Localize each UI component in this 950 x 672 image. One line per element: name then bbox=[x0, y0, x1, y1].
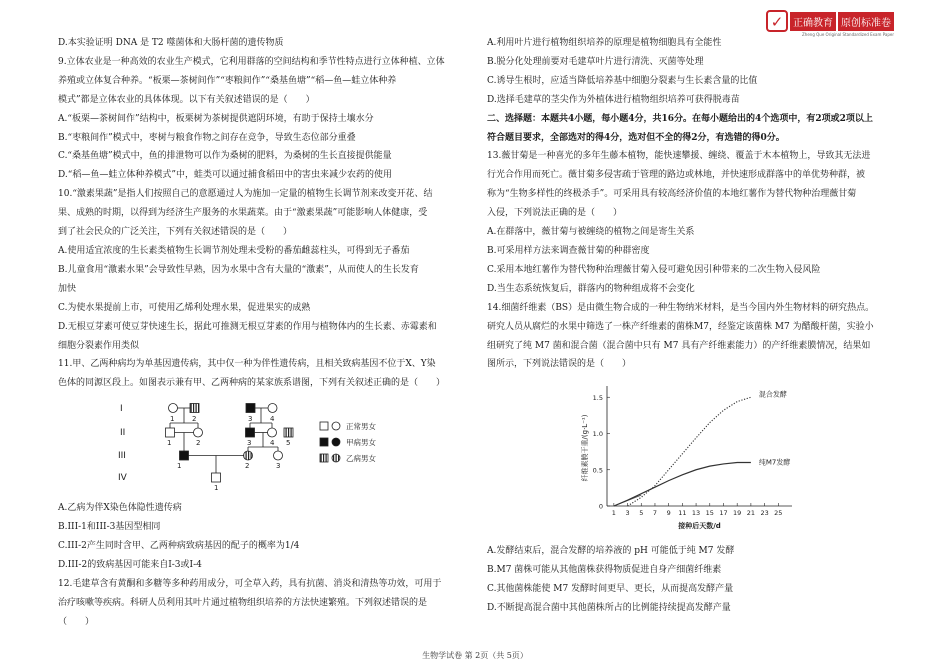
fiber-membrane-chart bbox=[487, 378, 899, 543]
q10-stem: 果、成熟的时期，以得到为经济生产服务的水果蔬菜。由于“激素果蔬”可能影响人体健康，受 bbox=[58, 208, 428, 219]
q12-option-c: C.诱导生根时，应适当降低培养基中细胞分裂素与生长素含量的比值 bbox=[487, 75, 758, 86]
gen2-male-1 bbox=[166, 428, 175, 437]
gen1-male-2 bbox=[190, 404, 199, 413]
gen-label-3: III bbox=[118, 451, 126, 461]
q13-option-d: D.当生态系统恢复后，群落内的物种组成将不会变化 bbox=[487, 283, 695, 294]
num: 2 bbox=[192, 415, 197, 423]
q14-option-b: B.M7 菌株可能从其他菌株获得物质促进自身产细菌纤维素 bbox=[487, 565, 722, 576]
gen1-female-1 bbox=[169, 404, 178, 413]
num: 1 bbox=[177, 462, 182, 470]
q10-stem: 到了社会民众的广泛关注，下列有关叙述错误的是（ ） bbox=[58, 227, 293, 238]
gen2-female-4 bbox=[268, 428, 277, 437]
num: 1 bbox=[167, 439, 172, 447]
q13-option-a: A.在群落中，薇甘菊与被缠绕的植物之间是寄生关系 bbox=[487, 227, 695, 238]
gen3-male-1 bbox=[180, 451, 189, 460]
legend-normal-male bbox=[320, 422, 328, 430]
legend-normal-label: 正常男女 bbox=[346, 422, 376, 431]
legend-b-female bbox=[332, 454, 340, 462]
gen-label-2: II bbox=[120, 428, 126, 438]
num: 3 bbox=[248, 415, 253, 423]
gen4-male-1 bbox=[212, 473, 221, 482]
num: 1 bbox=[214, 484, 219, 492]
y-tick-label: 0.5 bbox=[592, 466, 603, 475]
logo-text-a: 正确教育 bbox=[790, 12, 836, 31]
q14-stem: 图所示，下列说法错误的是（ ） bbox=[487, 359, 632, 370]
legend-a-label: 甲病男女 bbox=[346, 438, 376, 447]
x-tick-label: 17 bbox=[719, 509, 728, 517]
legend-b-male bbox=[320, 454, 328, 462]
q10-option-d: D.无根豆芽素可使豆芽快速生长，据此可推测无根豆芽素的作用与植物体内的生长素、赤霉素和 bbox=[58, 321, 437, 332]
q11-option-b: B.III-1和III-3基因型相同 bbox=[58, 522, 161, 533]
gen2-male-3 bbox=[246, 428, 255, 437]
q11-stem: 11.甲、乙两种病均为单基因遗传病，其中仅一种为伴性遗传病，且相关致病基因不位于X、Y染 bbox=[58, 359, 436, 370]
section-2-heading: 符合题目要求，全部选对的得4分，选对但不全的得2分，有选错的得0分。 bbox=[487, 132, 785, 143]
q13-option-c: C.采用本地红薯作为替代物种治理薇甘菊入侵可避免因引种带来的二次生物入侵风险 bbox=[487, 264, 821, 275]
x-tick-label: 7 bbox=[652, 509, 658, 517]
q13-stem: 行光合作用而死亡。薇甘菊多侵害疏于管理的路边或林地，并快速形成群落中的单优势种群，被 bbox=[487, 170, 866, 181]
num: 1 bbox=[170, 415, 175, 423]
q13-option-b: B.可采用样方法来调查薇甘菊的种群密度 bbox=[487, 245, 650, 256]
num: 5 bbox=[286, 439, 291, 447]
y-tick-label: 0 bbox=[598, 502, 603, 511]
q11-stem: 色体的同源区段上。如图表示兼有甲、乙两种病的某家族系谱图，下列有关叙述正确的是（ ） bbox=[58, 378, 446, 389]
q10-option-c: C.为使水果提前上市，可使用乙烯利处理水果，促进果实的成熟 bbox=[58, 302, 311, 313]
q8-option-d: D.本实验证明 DNA 是 T2 噬菌体和大肠杆菌的遗传物质 bbox=[58, 38, 284, 48]
num: 4 bbox=[270, 439, 275, 447]
q13-stem: 13.薇甘菊是一种喜光的多年生藤本植物，能快速攀援、缠绕、覆盖于木本植物上，导致其无法进 bbox=[487, 151, 871, 162]
q10-option-a: A.使用适宜浓度的生长素类植物生长调节剂处理未受粉的番茄雌蕊柱头，可得到无子番茄 bbox=[58, 245, 410, 256]
q14-option-c: C.其他菌株能使 M7 发酵时间更早、更长，从而提高发酵产量 bbox=[487, 584, 734, 595]
q9-option-b: B.“枣粮间作”模式中，枣树与粮食作物之间存在竞争，导致生态位部分重叠 bbox=[58, 132, 356, 143]
q10-option-b: 加快 bbox=[58, 283, 77, 294]
x-tick-label: 21 bbox=[746, 509, 756, 517]
x-tick-label: 19 bbox=[733, 509, 742, 517]
q13-stem: 称为“生物多样性的终极杀手”。可采用具有较高经济价值的本地红薯作为替代物种治理薇甘菊 bbox=[487, 189, 857, 200]
y-tick-label: 1.5 bbox=[592, 393, 603, 402]
legend-normal-female bbox=[332, 422, 340, 430]
q12-stem: （ ） bbox=[58, 616, 95, 627]
x-tick-label: 13 bbox=[691, 509, 701, 517]
x-tick-label: 3 bbox=[625, 509, 630, 517]
q13-stem: 入侵，下列说法正确的是（ ） bbox=[487, 208, 623, 219]
x-tick-label: 15 bbox=[705, 509, 714, 517]
x-tick-label: 23 bbox=[760, 509, 769, 517]
y-axis-label: 纤维素膜干重/(g·L⁻¹) bbox=[581, 414, 589, 482]
q10-option-b: B.儿童食用“激素水果”会导致性早熟，因为水果中含有大量的“激素”，从而使人的生长发育 bbox=[58, 264, 419, 275]
legend-b-label: 乙病男女 bbox=[346, 454, 376, 463]
q9-option-c: C.“桑基鱼塘”模式中，鱼的排泄物可以作为桑树的肥料，为桑树的生长直接提供能量 bbox=[58, 151, 392, 162]
x-tick-label: 11 bbox=[678, 509, 687, 517]
series-label-1: 混合发酵 bbox=[758, 390, 787, 399]
series-label-2: 纯M7发酵 bbox=[758, 458, 791, 467]
q14-stem: 研究人员从腐烂的水果中筛选了一株产纤维素的菌株M7，经鉴定该菌株 M7 为醋酸杆菌，实验小 bbox=[487, 321, 874, 332]
publisher-logo bbox=[766, 8, 894, 37]
q11-option-d: D.III-2的致病基因可能来自I-3或I-4 bbox=[58, 559, 202, 570]
q14-option-d: D.不断提高混合菌中其他菌株所占的比例能持续提高发酵产量 bbox=[487, 603, 731, 614]
gen3-female-2 bbox=[244, 451, 253, 460]
gen-label-4: IV bbox=[118, 473, 127, 483]
q14-stem: 14.细菌纤维素（BS）是由微生物合成的一种生物纳米材料，是当今国内外生物材料的研究热点。 bbox=[487, 302, 875, 313]
section-2-heading: 二、选择题：本题共4小题，每小题4分，共16分。在每小题给出的4个选项中，有2项或2项以上 bbox=[487, 113, 873, 124]
y-tick-label: 1.0 bbox=[592, 430, 603, 438]
gen1-female-4 bbox=[268, 404, 277, 413]
q9-stem: 9.立体农业是一种高效的农业生产模式，它利用群落的空间结构和季节性特点进行立体种植、立体 bbox=[58, 56, 445, 67]
legend-a-female bbox=[332, 438, 340, 446]
q11-option-a: A.乙病为伴X染色体隐性遗传病 bbox=[58, 503, 182, 514]
q10-option-d: 细胞分裂素作用类似 bbox=[58, 340, 140, 351]
q10-stem: 10.“激素果蔬”是指人们按照自己的意愿通过人为施加一定量的植物生长调节剂来改变开花、结 bbox=[58, 189, 433, 200]
x-tick-label: 5 bbox=[639, 509, 644, 517]
gen-label-1: I bbox=[120, 404, 123, 414]
q9-stem: 养殖或立体复合种养。“板栗—茶树间作”“枣粮间作”“桑基鱼塘”“稻—鱼—蛙立体种养 bbox=[58, 75, 397, 86]
gen3-female-3 bbox=[274, 451, 283, 460]
q14-option-a: A.发酵结束后，混合发酵的培养液的 pH 可能低于纯 M7 发酵 bbox=[487, 546, 735, 557]
x-tick-label: 25 bbox=[774, 509, 783, 517]
gen1-male-3 bbox=[246, 404, 255, 413]
q11-option-c: C.III-2产生同时含甲、乙两种病致病基因的配子的概率为1/4 bbox=[58, 541, 300, 552]
series-line-1 bbox=[628, 397, 751, 506]
x-tick-label: 1 bbox=[611, 509, 616, 517]
num: 3 bbox=[276, 462, 281, 470]
q12-option-d: D.选择毛建草的茎尖作为外植体进行植物组织培养可获得脱毒苗 bbox=[487, 94, 740, 105]
checkmark-icon: ✓ bbox=[766, 10, 788, 32]
logo-text-b: 原创标准卷 bbox=[838, 12, 894, 31]
q12-stem: 治疗咳嗽等疾病。科研人员利用其叶片通过植物组织培养的方法快速繁殖。下列叙述错误的是 bbox=[58, 597, 428, 608]
left-column bbox=[58, 34, 470, 632]
gen2-male-5 bbox=[284, 428, 293, 437]
gen2-female-2 bbox=[194, 428, 203, 437]
num: 2 bbox=[245, 462, 250, 470]
x-axis-label: 接种后天数/d bbox=[678, 522, 721, 530]
logo-subtitle: Zheng Que Original Standardized Exam Paper bbox=[802, 32, 894, 37]
legend-a-male bbox=[320, 438, 328, 446]
q9-stem: 模式”都是立体农业的具体体现。以下有关叙述错误的是（ ） bbox=[58, 94, 315, 105]
q14-stem: 组研究了纯 M7 菌和混合菌（混合菌中只有 M7 具有产纤维素能力）的产纤维素膜情况，结果如 bbox=[487, 340, 871, 351]
num: 4 bbox=[270, 415, 275, 423]
q12-stem: 12.毛建草含有黄酮和多糖等多种药用成分，可全草入药，具有抗菌、消炎和清热等功效，可用于 bbox=[58, 578, 442, 589]
q9-option-a: A.“板栗—茶树间作”结构中，板栗树为茶树提供遮阴环境，有助于保持土壤水分 bbox=[58, 113, 374, 124]
num: 3 bbox=[247, 439, 252, 447]
series-line-2 bbox=[614, 463, 751, 507]
q9-option-d: D.“稻—鱼—蛙立体种养模式”中，蛙类可以通过捕食稻田中的害虫来减少农药的使用 bbox=[58, 170, 392, 181]
num: 2 bbox=[196, 439, 201, 447]
pedigree-diagram bbox=[58, 400, 470, 498]
page-footer: 生物学试卷 第 2页（共 5页） bbox=[422, 651, 528, 660]
q12-option-b: B.脱分化处理前要对毛建草叶片进行清洗、灭菌等处理 bbox=[487, 56, 704, 67]
q12-option-a: A.利用叶片进行植物组织培养的原理是植物细胞具有全能性 bbox=[487, 38, 722, 48]
x-tick-label: 9 bbox=[666, 509, 671, 517]
